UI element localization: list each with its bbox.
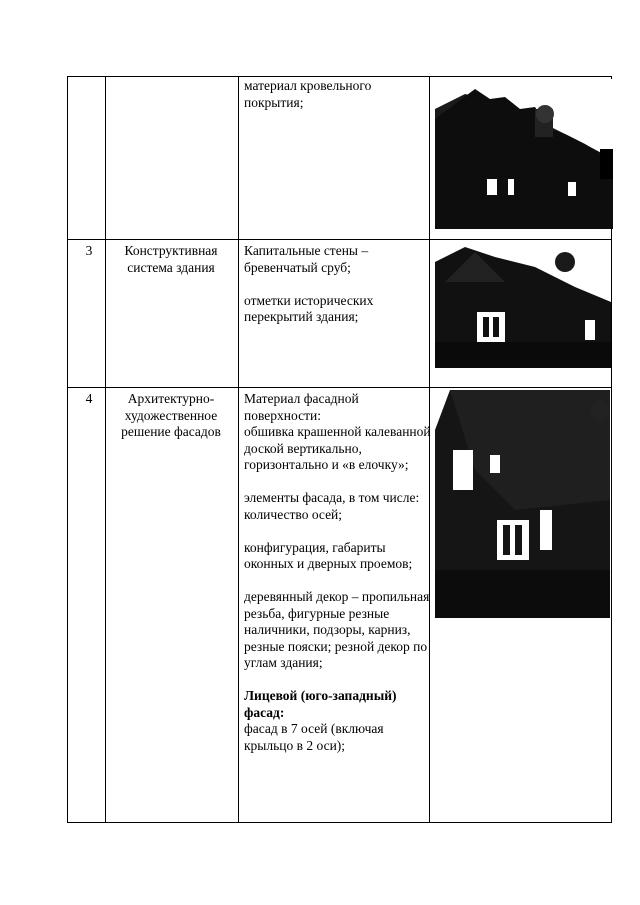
row-2-line-3: отметки исторических перекрытий здания;: [244, 292, 374, 324]
row-3-number: 4: [85, 391, 93, 406]
row-3-section-title: Архитектурно-художественное решение фасадов: [121, 391, 221, 439]
house-photo-walls-icon: [435, 242, 611, 368]
row-3-line-5: количество осей;: [244, 506, 343, 522]
row-divider-1: [67, 239, 612, 240]
table-border-bottom: [67, 822, 612, 823]
column-divider-1: [105, 76, 106, 823]
house-photo-facade-icon: [435, 390, 610, 618]
facade-heading: Лицевой (юго-западный) фасад:: [244, 688, 397, 720]
row-3-after-heading: фасад в 7 осей (включая крыльцо в 2 оси);: [244, 721, 384, 753]
row-divider-2: [67, 387, 612, 388]
row-3-line-7: конфигурация, габариты оконных и дверных проемов;: [244, 539, 413, 571]
column-divider-2: [238, 76, 239, 823]
row-1-description: [244, 78, 432, 111]
row-3-line-1: Материал фасадной поверхности:: [244, 391, 359, 423]
row-1-line-1: материал кровельного покрытия;: [244, 78, 372, 110]
row-3-bold-heading: [244, 688, 432, 721]
row-3-line-4: элементы фасада, в том числе:: [244, 490, 420, 505]
heritage-table: [67, 76, 612, 823]
table-border-top: [67, 76, 612, 77]
row-3-line-9: деревянный декор – пропильная резьба, фигурные резные наличники, подзоры, карниз, резные пояски; резной декор по углам здания;: [244, 589, 430, 670]
row-3-description: [244, 391, 432, 754]
row-3-line-2: обшивка крашенной калеванной доской вертикально, горизонтально и «в елочку»;: [244, 424, 431, 472]
row-2-number: 3: [85, 243, 93, 258]
row-2-line-1: Капитальные стены – бревенчатый сруб;: [244, 243, 369, 275]
row-2-description: [244, 243, 432, 326]
table-border-left: [67, 76, 68, 823]
row-2-section-title: Конструктивная система здания: [124, 243, 218, 275]
house-photo-roof-icon: [435, 79, 613, 229]
